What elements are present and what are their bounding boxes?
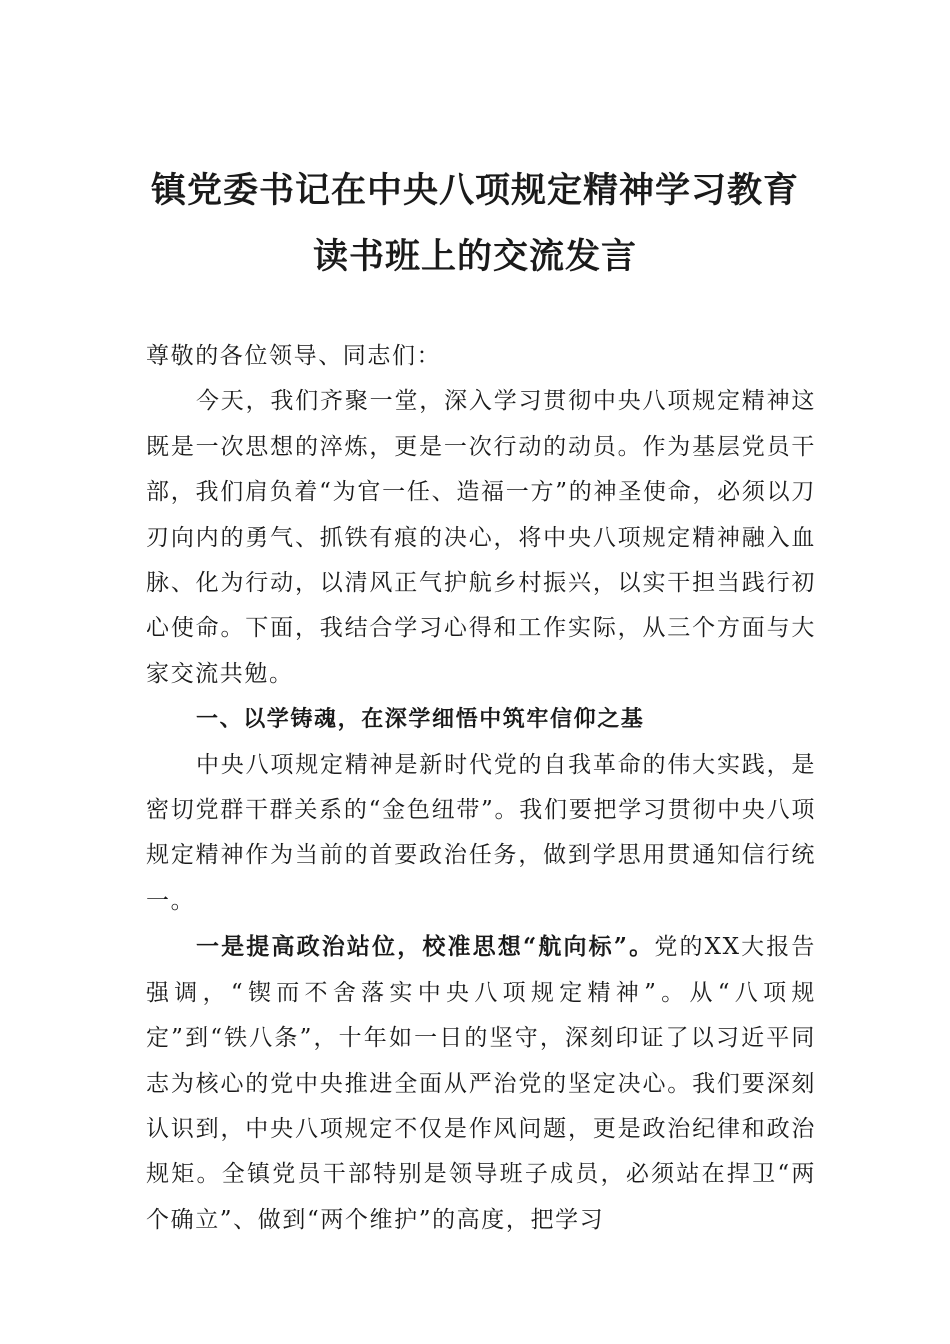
salutation: 尊敬的各位领导、同志们： — [146, 343, 442, 369]
point-1-paragraph — [146, 924, 816, 1243]
intro-paragraph: 今天，我们齐聚一堂，深入学习贯彻中央八项规定精神这既是一次思想的淬炼，更是一次行动的动员。作为基层党员干部，我们肩负着“为官一任、造福一方”的神圣使命，必须以刀刃向内的勇气、抓铁有痕的决心，将中央八项规定精神融入血脉、化为行动，以清风正气护航乡村振兴，以实干担当践行初心使命。下面，我结合学习心得和工作实际，从三个方面与大家交流共勉。 — [146, 388, 816, 687]
section-1-paragraph: 中央八项规定精神是新时代党的自我革命的伟大实践，是密切党群干群关系的“金色纽带”。我们要把学习贯彻中央八项规定精神作为当前的首要政治任务，做到学思用贯通知信行统一。 — [146, 751, 816, 914]
document-title-line-1: 镇党委书记在中央八项规定精神学习教育 — [150, 170, 799, 211]
section-1-heading: 一、以学铸魂，在深学细悟中筑牢信仰之基 — [196, 707, 645, 733]
point-1-body: 党的XX大报告强调，“锲而不舍落实中央八项规定精神”。从“八项规定”到“铁八条”，十年如一日的坚守，深刻印证了以习近平同志为核心的党中央推进全面从严治党的坚定决心。我们要深刻认识到，中央八项规定不仅是作风问题，更是政治纪律和政治规矩。全镇党员干部特别是领导班子成员，必须站在捍卫“两个确立”、做到“两个维护”的高度，把学习 — [146, 934, 817, 1233]
document-body — [146, 334, 816, 1243]
point-1-lead: 一是提高政治站位，校准思想“航向标”。 — [196, 933, 655, 961]
document-title-line-2: 读书班上的交流发言 — [312, 236, 637, 277]
